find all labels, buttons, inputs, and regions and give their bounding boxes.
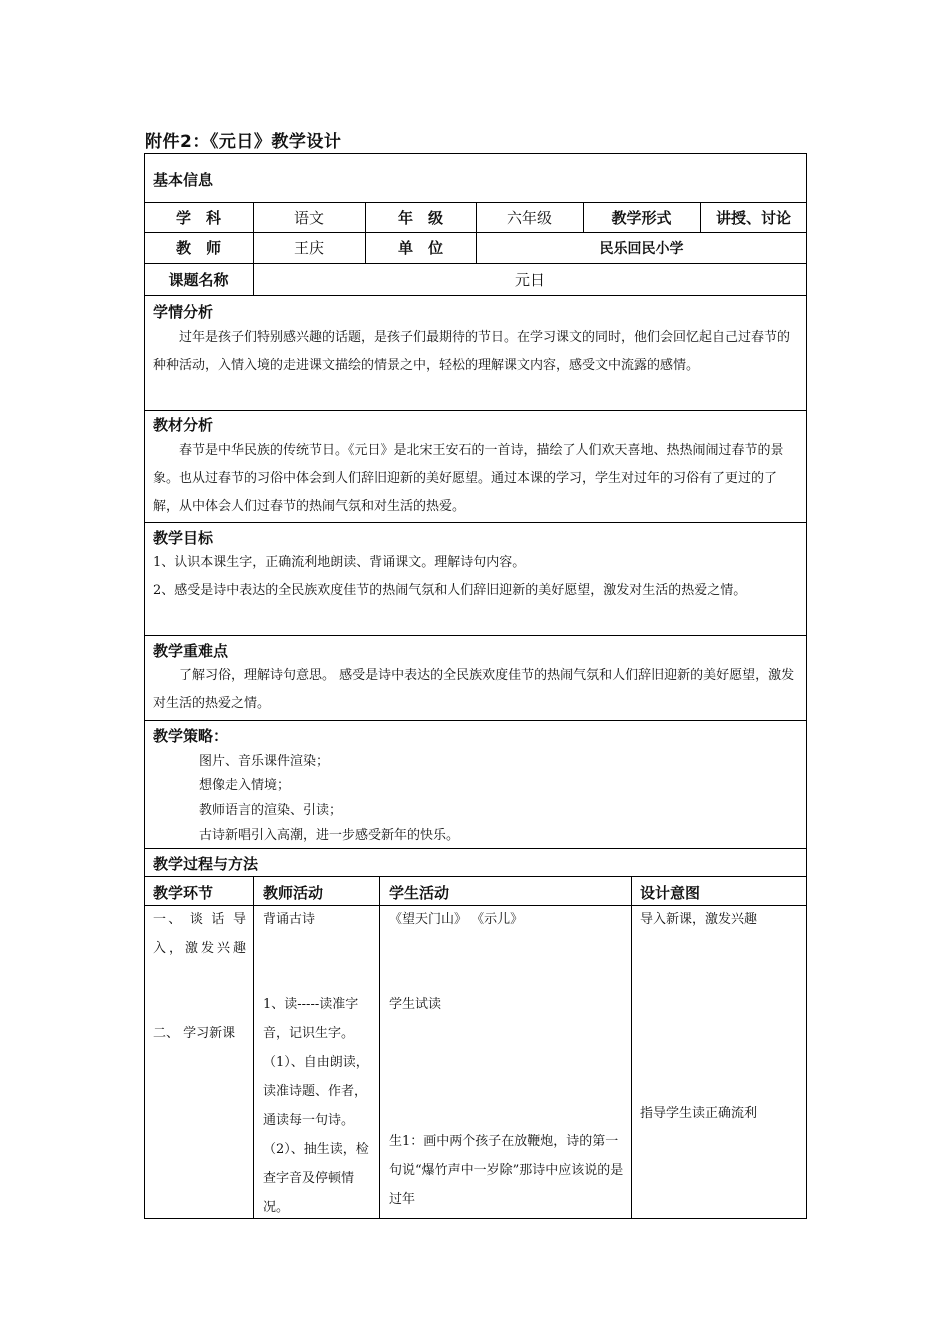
row-divider bbox=[144, 295, 807, 296]
topic-label: 课题名称 bbox=[168, 270, 229, 289]
design-intent-1: 导入新课，激发兴趣 bbox=[640, 912, 758, 927]
teacher-activity-2: 1、读-----读准字音，记识生字。（1）、自由朗读，读准诗题、作者，通读每一句诗。 （2）、抽生读，检查字音及停顿情况。 bbox=[263, 997, 369, 1215]
teaching-form-label: 教学形式 bbox=[611, 208, 672, 227]
topic-value: 元日 bbox=[514, 270, 545, 289]
row-divider bbox=[144, 410, 807, 411]
goal-item-1: 1、认识本课生字，正确流利地朗读、背诵课文。理解诗句内容。 bbox=[153, 555, 526, 570]
row-divider bbox=[144, 522, 807, 523]
grade-label: 年 级 bbox=[397, 208, 443, 227]
stage-intro: 一、 谈 话 导入，激发兴趣 bbox=[153, 912, 246, 956]
key-points-text: 了解习俗，理解诗句意思。 感受是诗中表达的全民族欢度佳节的热闹气氛和人们辞旧迎新的美好愿望，激发对生活的热爱之情。 bbox=[153, 668, 795, 711]
col-divider bbox=[253, 876, 254, 1219]
teacher-value: 王庆 bbox=[293, 239, 324, 257]
basic-info-heading: 基本信息 bbox=[153, 171, 214, 189]
student-activity-3: 生1：画中两个孩子在放鞭炮，诗的第一句说“爆竹声中一岁除”那诗中应该说的是过年 bbox=[389, 1134, 624, 1207]
column-header-stage: 教学环节 bbox=[153, 884, 214, 902]
goal-item-2: 2、感受是诗中表达的全民族欢度佳节的热闹气氛和人们辞旧迎新的美好愿望，激发对生活的热爱之情。 bbox=[153, 583, 747, 598]
teacher-activity-1: 背诵古诗 bbox=[263, 912, 316, 927]
strategy-item: 古诗新唱引入高潮，进一步感受新年的快乐。 bbox=[199, 828, 460, 843]
student-analysis-heading: 学情分析 bbox=[153, 303, 214, 321]
material-analysis-text: 春节是中华民族的传统节日。《元日》是北宋王安石的一首诗，描绘了人们欢天喜地、热热闹闹过春节的景象。也从过春节的习俗中体会到人们辞旧迎新的美好愿望。通过本课的学习，学生对过年的习俗有了更过的了解，从中体会人们过春节的热闹气氛和对生活的热爱。 bbox=[153, 443, 784, 514]
stage-new-lesson: 二、 学习新课 bbox=[153, 1026, 236, 1041]
goals-heading: 教学目标 bbox=[153, 529, 214, 547]
col-divider bbox=[379, 876, 380, 1219]
design-intent-2: 指导学生读正确流利 bbox=[640, 1106, 758, 1121]
column-header-intent: 设计意图 bbox=[640, 884, 701, 902]
strategy-item: 教师语言的渲染、引读； bbox=[199, 803, 343, 818]
column-header-student: 学生活动 bbox=[389, 884, 450, 902]
key-points-heading: 教学重难点 bbox=[153, 642, 229, 660]
grade-value: 六年级 bbox=[506, 208, 552, 227]
strategy-heading: 教学策略： bbox=[153, 727, 229, 745]
student-analysis-text: 过年是孩子们特别感兴趣的话题，是孩子们最期待的节日。在学习课文的同时，他们会回忆起自己过春节的种种活动，入情入境的走进课文描绘的情景之中，轻松的理解课文内容，感受文中流露的感情。 bbox=[153, 330, 791, 373]
subject-label: 学 科 bbox=[175, 208, 221, 227]
unit-label: 单 位 bbox=[397, 239, 443, 257]
row-divider bbox=[144, 635, 807, 636]
student-activity-1: 《望天门山》 《示儿》 bbox=[389, 912, 524, 927]
subject-value: 语文 bbox=[293, 208, 324, 227]
material-analysis-heading: 教材分析 bbox=[153, 416, 214, 434]
unit-value: 民乐回民小学 bbox=[599, 240, 684, 257]
document-title: 附件2：《元日》教学设计 bbox=[145, 132, 342, 152]
row-divider bbox=[144, 720, 807, 721]
process-heading: 教学过程与方法 bbox=[153, 855, 259, 873]
student-activity-2: 学生试读 bbox=[389, 997, 442, 1012]
column-header-teacher: 教师活动 bbox=[263, 884, 324, 902]
strategy-item: 想像走入情境； bbox=[199, 778, 291, 793]
row-divider bbox=[144, 876, 807, 877]
teaching-form-value: 讲授、讨论 bbox=[715, 208, 791, 227]
teacher-label: 教 师 bbox=[175, 239, 221, 257]
strategy-item: 图片、音乐课件渲染； bbox=[199, 754, 330, 769]
col-divider bbox=[631, 876, 632, 1219]
